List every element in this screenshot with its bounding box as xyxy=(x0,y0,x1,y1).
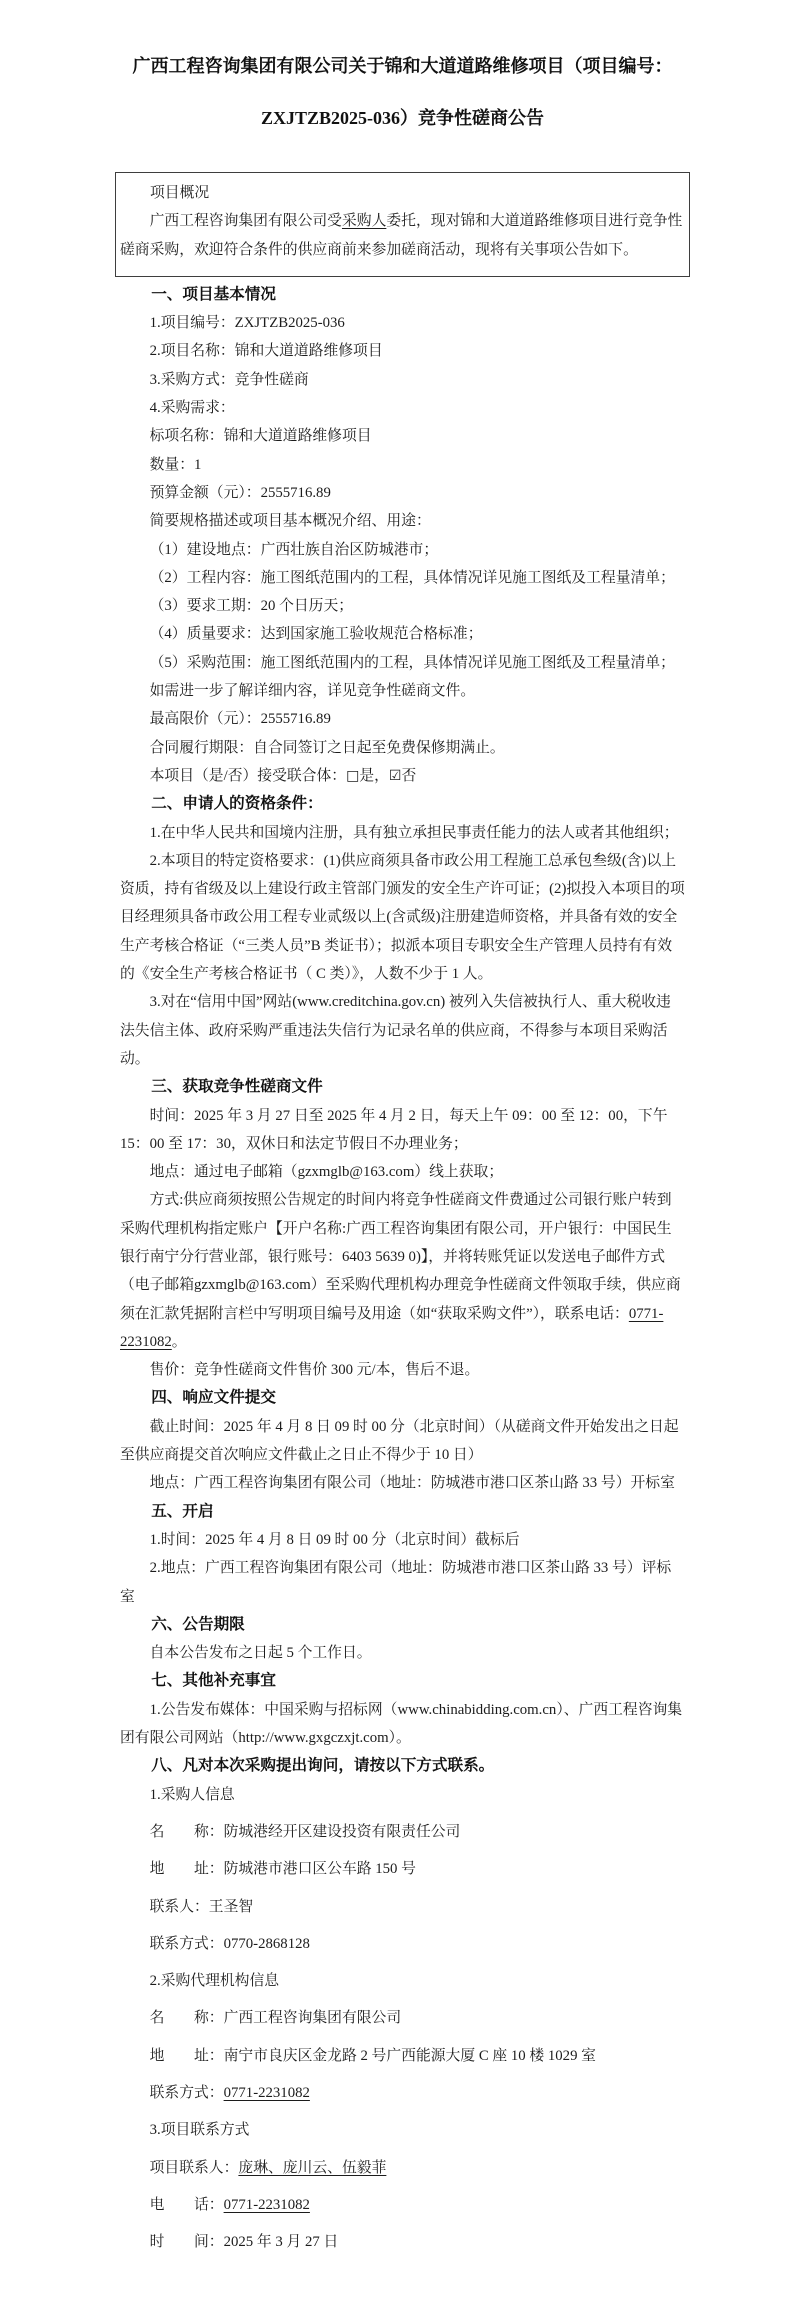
overview-intro-pre: 广西工程咨询集团有限公司受 xyxy=(149,213,342,230)
joint-yes-label: 是， xyxy=(359,767,389,784)
project-name-line: 2.项目名称：锦和大道道路维修项目 xyxy=(149,343,383,360)
price-ceiling-line: 最高限价（元）：2555716.89 xyxy=(149,711,331,728)
procurement-method-line: 3.采购方式：竞争性磋商 xyxy=(149,371,309,388)
page-title-line2: ZXJTZB2025-036）竞争性磋商公告 xyxy=(260,108,545,128)
buyer-contact-line: 联系人：王圣智 xyxy=(149,1898,254,1915)
section-3-heading: 三、获取竞争性磋商文件 xyxy=(151,1078,323,1096)
quantity-line: 数量：1 xyxy=(149,456,202,473)
project-contacts-line xyxy=(120,2154,685,2182)
agency-info-title: 2.采购代理机构信息 xyxy=(149,1973,280,1990)
construction-site-line: （1）建设地点：广西壮族自治区防城港市； xyxy=(149,541,439,558)
buyer-info-title: 1.采购人信息 xyxy=(149,1786,235,1803)
more-details-line: 如需进一步了解详细内容，详见竞争性磋商文件。 xyxy=(149,683,476,700)
document-method-phone: 0771-2231082 xyxy=(120,1305,664,1350)
contract-period-line: 合同履行期限：自合同签订之日起至免费保修期满止。 xyxy=(149,739,505,756)
section-4-heading: 四、响应文件提交 xyxy=(151,1389,276,1407)
project-phone-label: 电 话： xyxy=(149,2196,224,2213)
procurement-scope-line: （5）采购范围：施工图纸范围内的工程，具体情况详见施工图纸及工程量清单； xyxy=(149,654,675,671)
agency-address-line: 地 址：南宁市良庆区金龙路 2 号广西能源大厦 C 座 10 楼 1029 室 xyxy=(149,2047,596,2064)
procurement-demand-line: 4.采购需求： xyxy=(149,400,235,417)
lot-name-line: 标项名称：锦和大道道路维修项目 xyxy=(149,428,372,445)
budget-line: 预算金额（元）：2555716.89 xyxy=(149,484,331,501)
buyer-address-line: 地 址：防城港市港口区公车路 150 号 xyxy=(149,1861,416,1878)
section-5-heading: 五、开启 xyxy=(151,1502,214,1520)
section-8-heading: 八、凡对本次采购提出询问，请按以下方式联系。 xyxy=(151,1757,495,1775)
page-title xyxy=(120,40,685,144)
announcement-date-line xyxy=(120,2228,685,2256)
buyer-phone-line: 联系方式：0770-2868128 xyxy=(149,1935,310,1952)
announcement-date-label: 时 间： xyxy=(149,2234,224,2251)
overview-intro-buyer: 采购人 xyxy=(341,213,387,230)
document-time-line: 时间：2025 年 3 月 27 日至 2025 年 4 月 2 日，每天上午 09：00 至 12：00，下午 15：00 至 17：30，双休日和法定节假日不办理业务； xyxy=(120,1107,668,1152)
checkbox-checked-icon: ☑ xyxy=(388,767,402,784)
agency-phone-line xyxy=(120,2079,685,2107)
qualification-item-1: 1.在中华人民共和国境内注册，具有独立承担民事责任能力的法人或者其他组织； xyxy=(149,824,679,841)
section-1-heading: 一、项目基本情况 xyxy=(151,285,276,303)
project-phone-line xyxy=(120,2191,685,2219)
page-title-line1: 广西工程咨询集团有限公司关于锦和大道道路维修项目（项目编号： xyxy=(132,56,673,76)
document-price-line: 售价：竞争性磋商文件售价 300 元/本，售后不退。 xyxy=(149,1362,480,1379)
section-2-heading: 二、申请人的资格条件： xyxy=(151,795,323,813)
overview-intro-post: 委托，现对锦和大道道路维修项目进行竞争性磋商采购，欢迎符合条件的供应商前来参加磋商活动，现将有关事项公告如下。 xyxy=(120,213,683,258)
joint-no-label: 否 xyxy=(401,767,417,784)
agency-name-line: 名 称：广西工程咨询集团有限公司 xyxy=(149,2010,402,2027)
document-place-line: 地点：通过电子邮箱（gzxmglb@163.com）线上获取； xyxy=(149,1164,504,1181)
project-contacts-names: 庞琳、庞川云、伍毅菲 xyxy=(238,2159,387,2176)
qualification-item-3: 3.对在“信用中国”网站(www.creditchina.gov.cn) 被列入失信被执行人、重大税收违法失信主体、政府采购严重违法失信行为记录名单的供应商，不得参与本项目采购活动。 xyxy=(120,994,671,1067)
publish-media-line: 1.公告发布媒体：中国采购与招标网（www.chinabidding.com.cn）、广西工程咨询集团有限公司网站（http://www.gxgczxjt.com）。 xyxy=(120,1701,683,1747)
opening-place-line: 2.地点：广西工程咨询集团有限公司（地址：防城港市港口区茶山路 33 号）评标室 xyxy=(120,1560,672,1605)
buyer-name-line: 名 称：防城港经开区建设投资有限责任公司 xyxy=(149,1823,461,1840)
section-6-heading: 六、公告期限 xyxy=(151,1615,245,1633)
document-method-line xyxy=(120,1186,685,1356)
joint-venture-label: 本项目（是/否）接受联合体： xyxy=(149,767,347,784)
document-method-end: 。 xyxy=(171,1333,187,1350)
submission-deadline-line: 截止时间：2025 年 4 月 8 日 09 时 00 分（北京时间）（从磋商文件开始发出之日起至供应商提交首次响应文件截止之日止不得少于 10 日） xyxy=(120,1418,679,1464)
work-content-line: （2）工程内容：施工图纸范围内的工程，具体情况详见施工图纸及工程量清单； xyxy=(149,569,675,586)
qualification-item-2: 2.本项目的特定资格要求：(1)供应商须具备市政公用工程施工总承包叁级(含)以上资质，持有省级及以上建设行政主管部门颁发的安全生产许可证；(2)拟投入本项目的项目经理须具备市政公用工程专业贰级以上(含贰级)注册建造师资格，并具备有效的安全生产考核合格证（“三类人员”B 类证书）；拟派本项目专职安全生产管理人员持有有效的《安全生产考核合格证书（ C 类）》，人数不少于 1 人。 xyxy=(120,852,685,983)
project-overview-box xyxy=(115,172,690,277)
overview-intro xyxy=(120,207,683,264)
overview-heading: 项目概况 xyxy=(150,185,210,201)
quality-requirement-line: （4）质量要求：达到国家施工验收规范合格标准； xyxy=(149,626,483,643)
agency-phone-label: 联系方式： xyxy=(149,2085,224,2101)
section-7-heading: 七、其他补充事宜 xyxy=(151,1672,276,1690)
joint-venture-line xyxy=(120,762,685,790)
checkbox-unchecked-icon: □ xyxy=(346,767,360,784)
opening-time-line: 1.时间：2025 年 4 月 8 日 09 时 00 分（北京时间）截标后 xyxy=(149,1531,520,1548)
project-phone-value: 0771-2231082 xyxy=(223,2196,310,2213)
construction-period-line: （3）要求工期：20 个日历天； xyxy=(149,598,354,615)
announcement-date-value: 2025 年 3 月 27 日 xyxy=(223,2234,339,2251)
agency-phone-value: 0771-2231082 xyxy=(223,2085,310,2101)
announcement-period-line: 自本公告发布之日起 5 个工作日。 xyxy=(149,1645,372,1662)
document-method-text: 方式:供应商须按照公告规定的时间内将竞争性磋商文件费通过公司银行账户转到采购代理机构指定账户【开户名称:广西工程咨询集团有限公司，开户银行：中国民生银行南宁分行营业部，银行账号：6403 5639 0)】，并将转账凭证以发送电子邮件方式（电子邮箱gzxmglb@163.com）至采购代理机构办理竞争性磋商文件领取手续，供应商须在汇款凭据附言栏中写明项目编号及用途（如“获取采购文件”），联系电话： xyxy=(120,1192,681,1322)
project-number-line: 1.项目编号：ZXJTZB2025-036 xyxy=(149,315,345,332)
spec-description-line: 简要规格描述或项目基本概况介绍、用途： xyxy=(149,513,431,530)
project-contact-title: 3.项目联系方式 xyxy=(149,2122,250,2139)
project-contacts-label: 项目联系人： xyxy=(149,2159,239,2176)
submission-place-line: 地点：广西工程咨询集团有限公司（地址：防城港市港口区茶山路 33 号）开标室 xyxy=(149,1475,675,1492)
